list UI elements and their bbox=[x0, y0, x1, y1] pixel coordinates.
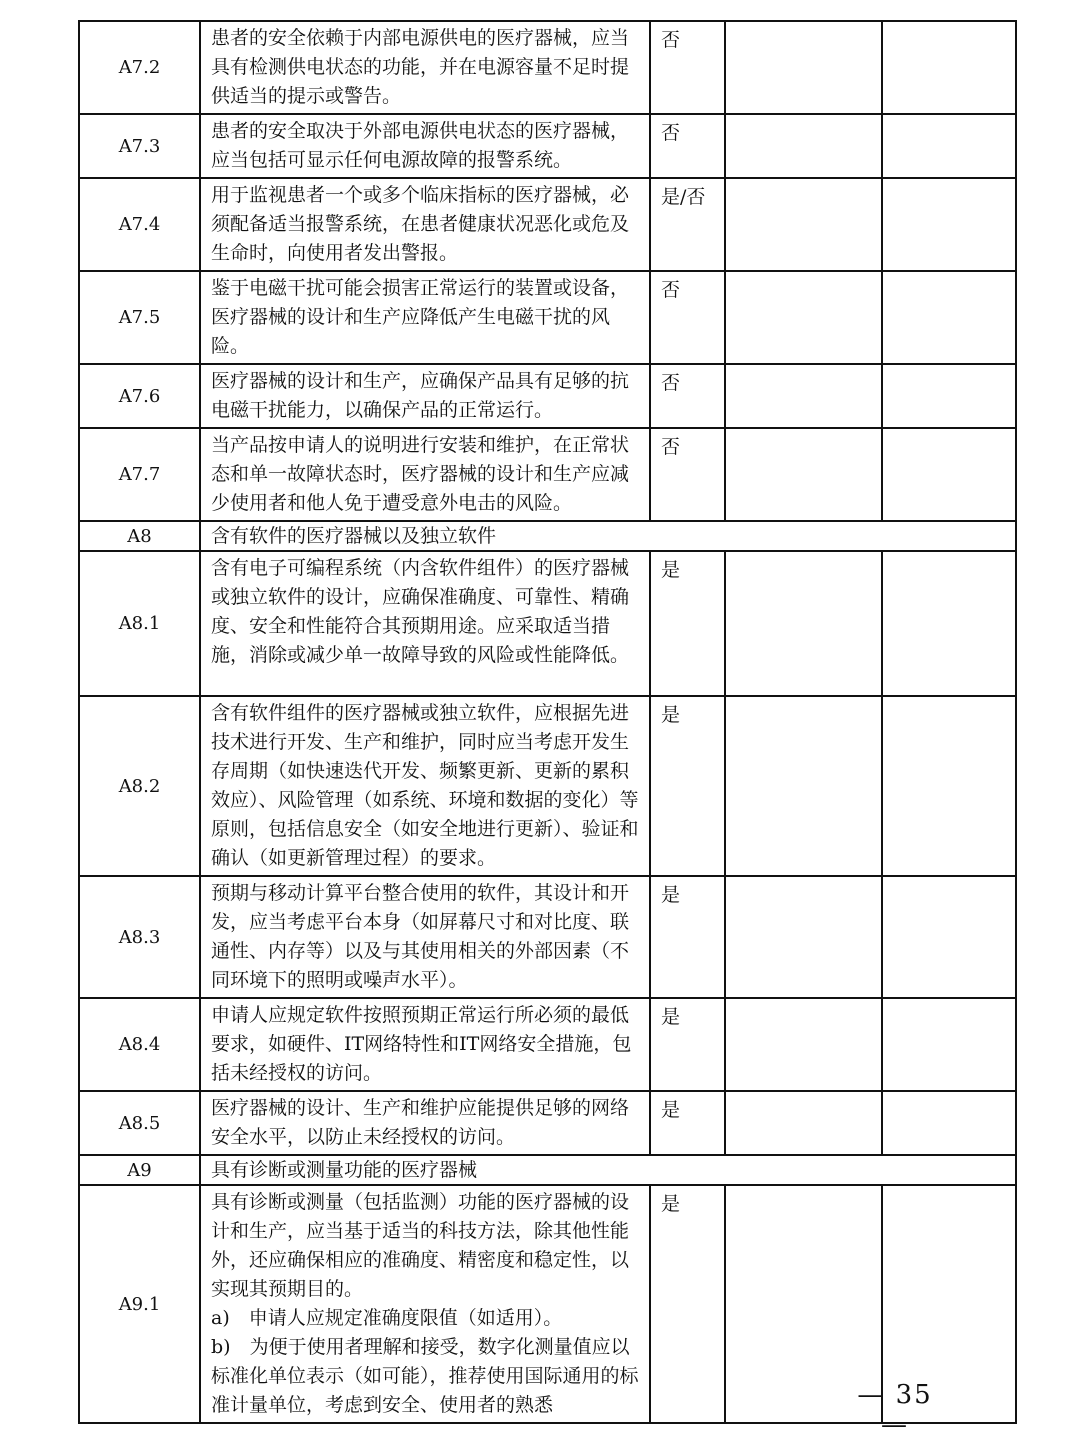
description-paragraph: a) 申请人应规定准确度限值（如适用）。 bbox=[211, 1307, 563, 1329]
method-cell bbox=[725, 998, 882, 1091]
table-row bbox=[79, 551, 1016, 696]
applicability-cell: 否 bbox=[650, 21, 725, 114]
applicability-cell: 是 bbox=[650, 696, 725, 876]
table-row bbox=[79, 178, 1016, 271]
description-paragraph: 患者的安全取决于外部电源供电状态的医疗器械，应当包括可显示任何电源故障的报警系统。 bbox=[211, 120, 630, 171]
clause-id: A7.7 bbox=[79, 428, 200, 521]
method-cell bbox=[725, 364, 882, 428]
table-row bbox=[79, 21, 1016, 114]
description-paragraph: 医疗器械的设计和生产，应确保产品具有足够的抗电磁干扰能力，以确保产品的正常运行。 bbox=[211, 370, 630, 421]
requirement-description bbox=[200, 876, 650, 998]
clause-id: A8.1 bbox=[79, 551, 200, 696]
applicability-cell: 否 bbox=[650, 114, 725, 178]
method-cell bbox=[725, 551, 882, 696]
clause-id: A8.2 bbox=[79, 696, 200, 876]
description-paragraph: 含有软件组件的医疗器械或独立软件，应根据先进技术进行开发、生产和维护，同时应当考虑开发生存周期（如快速迭代开发、频繁更新、更新的累积效应）、风险管理（如系统、环境和数据的变化）等原则，包括信息安全（如安全地进行更新）、验证和确认（如更新管理过程）的要求。 bbox=[211, 702, 639, 869]
method-cell bbox=[725, 114, 882, 178]
requirement-description bbox=[200, 551, 650, 696]
description-paragraph: 鉴于电磁干扰可能会损害正常运行的装置或设备，医疗器械的设计和生产应降低产生电磁干扰的风险。 bbox=[211, 277, 630, 357]
applicability-cell: 是 bbox=[650, 998, 725, 1091]
method-cell bbox=[725, 428, 882, 521]
requirement-description bbox=[200, 1185, 650, 1423]
section-id: A9 bbox=[79, 1155, 200, 1185]
applicability-cell: 否 bbox=[650, 364, 725, 428]
applicability-cell: 是 bbox=[650, 876, 725, 998]
applicability-cell: 是 bbox=[650, 1091, 725, 1155]
description-paragraph: 申请人应规定软件按照预期正常运行所必须的最低要求，如硬件、IT网络特性和IT网络安全措施，包括未经授权的访问。 bbox=[211, 1004, 632, 1084]
method-cell bbox=[725, 21, 882, 114]
table-row bbox=[79, 271, 1016, 364]
clause-id: A7.4 bbox=[79, 178, 200, 271]
description-paragraph: b) 为便于使用者理解和接受，数字化测量值应以标准化单位表示（如可能），推荐使用国际通用的标准计量单位，考虑到安全、使用者的熟悉 bbox=[211, 1336, 639, 1416]
section-title: 含有软件的医疗器械以及独立软件 bbox=[200, 521, 1016, 551]
table-row bbox=[79, 428, 1016, 521]
evidence-cell bbox=[882, 1091, 1016, 1155]
table-row bbox=[79, 998, 1016, 1091]
requirement-description bbox=[200, 428, 650, 521]
requirement-description bbox=[200, 114, 650, 178]
evidence-cell bbox=[882, 998, 1016, 1091]
description-paragraph: 具有诊断或测量（包括监测）功能的医疗器械的设计和生产，应当基于适当的科技方法，除其他性能外，还应确保相应的准确度、精密度和稳定性，以实现其预期目的。 bbox=[211, 1191, 630, 1300]
table-row bbox=[79, 114, 1016, 178]
evidence-cell bbox=[882, 876, 1016, 998]
description-paragraph: 用于监视患者一个或多个临床指标的医疗器械，必须配备适当报警系统，在患者健康状况恶化或危及生命时，向使用者发出警报。 bbox=[211, 184, 630, 264]
description-paragraph: 预期与移动计算平台整合使用的软件，其设计和开发，应当考虑平台本身（如屏幕尺寸和对比度、联通性、内存等）以及与其使用相关的外部因素（不同环境下的照明或噪声水平）。 bbox=[211, 882, 630, 991]
method-cell bbox=[725, 1091, 882, 1155]
requirement-description bbox=[200, 178, 650, 271]
evidence-cell bbox=[882, 114, 1016, 178]
table-row bbox=[79, 696, 1016, 876]
evidence-cell bbox=[882, 178, 1016, 271]
requirements-table bbox=[78, 20, 1017, 1424]
evidence-cell bbox=[882, 21, 1016, 114]
clause-id: A8.5 bbox=[79, 1091, 200, 1155]
requirement-description bbox=[200, 364, 650, 428]
requirement-description bbox=[200, 696, 650, 876]
description-paragraph: 患者的安全依赖于内部电源供电的医疗器械，应当具有检测供电状态的功能，并在电源容量不足时提供适当的提示或警告。 bbox=[211, 27, 630, 107]
clause-id: A8.3 bbox=[79, 876, 200, 998]
evidence-cell bbox=[882, 271, 1016, 364]
clause-id: A7.6 bbox=[79, 364, 200, 428]
page-number: — 35 — bbox=[857, 1380, 933, 1440]
evidence-cell bbox=[882, 428, 1016, 521]
table-row bbox=[79, 364, 1016, 428]
description-paragraph: 当产品按申请人的说明进行安装和维护，在正常状态和单一故障状态时，医疗器械的设计和生产应减少使用者和他人免于遭受意外电击的风险。 bbox=[211, 434, 630, 514]
method-cell bbox=[725, 178, 882, 271]
requirement-description bbox=[200, 271, 650, 364]
clause-id: A8.4 bbox=[79, 998, 200, 1091]
section-row bbox=[79, 1155, 1016, 1185]
requirement-description bbox=[200, 1091, 650, 1155]
method-cell bbox=[725, 696, 882, 876]
applicability-cell: 是 bbox=[650, 1185, 725, 1423]
method-cell bbox=[725, 876, 882, 998]
section-row bbox=[79, 521, 1016, 551]
table-row bbox=[79, 1091, 1016, 1155]
clause-id: A7.2 bbox=[79, 21, 200, 114]
method-cell bbox=[725, 271, 882, 364]
applicability-cell: 否 bbox=[650, 271, 725, 364]
table-row bbox=[79, 876, 1016, 998]
evidence-cell bbox=[882, 551, 1016, 696]
evidence-cell bbox=[882, 364, 1016, 428]
evidence-cell bbox=[882, 696, 1016, 876]
description-paragraph: 含有电子可编程系统（内含软件组件）的医疗器械或独立软件的设计，应确保准确度、可靠性、精确度、安全和性能符合其预期用途。应采取适当措施，消除或减少单一故障导致的风险或性能降低。 bbox=[211, 557, 630, 666]
requirement-description bbox=[200, 998, 650, 1091]
section-id: A8 bbox=[79, 521, 200, 551]
requirement-description bbox=[200, 21, 650, 114]
description-paragraph: 医疗器械的设计、生产和维护应能提供足够的网络安全水平，以防止未经授权的访问。 bbox=[211, 1097, 630, 1148]
applicability-cell: 是 bbox=[650, 551, 725, 696]
clause-id: A9.1 bbox=[79, 1185, 200, 1423]
section-title: 具有诊断或测量功能的医疗器械 bbox=[200, 1155, 1016, 1185]
clause-id: A7.5 bbox=[79, 271, 200, 364]
applicability-cell: 否 bbox=[650, 428, 725, 521]
applicability-cell: 是/否 bbox=[650, 178, 725, 271]
clause-id: A7.3 bbox=[79, 114, 200, 178]
